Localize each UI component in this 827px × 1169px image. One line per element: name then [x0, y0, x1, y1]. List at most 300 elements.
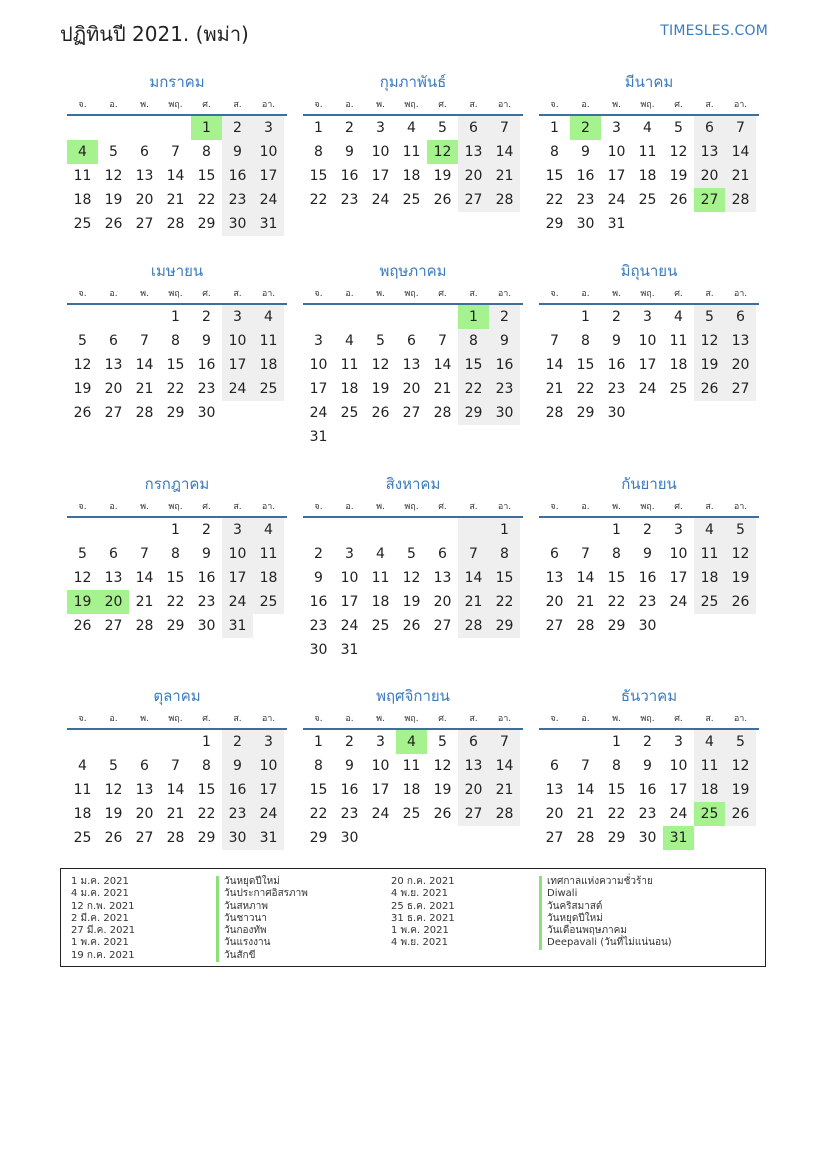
day-cell[interactable]: 2: [612, 309, 621, 325]
day-cell[interactable]: 26: [433, 192, 452, 208]
day-cell[interactable]: 8: [612, 546, 621, 562]
day-cell[interactable]: 27: [104, 405, 123, 421]
day-cell[interactable]: 30: [309, 642, 328, 658]
day-cell[interactable]: 4: [674, 309, 683, 325]
day-cell[interactable]: 25: [402, 192, 421, 208]
day-cell[interactable]: 7: [438, 333, 447, 349]
day-cell[interactable]: 28: [135, 618, 154, 634]
day-cell[interactable]: 21: [489, 164, 520, 188]
day-cell[interactable]: 21: [489, 778, 520, 802]
day-cell[interactable]: 5: [725, 730, 756, 754]
day-cell[interactable]: 31: [253, 212, 284, 236]
day-cell[interactable]: 16: [576, 168, 595, 184]
day-cell[interactable]: 19: [104, 806, 123, 822]
day-cell[interactable]: 9: [345, 758, 354, 774]
day-cell[interactable]: 8: [314, 144, 323, 160]
day-cell[interactable]: 7: [489, 730, 520, 754]
day-cell[interactable]: 9: [345, 144, 354, 160]
day-cell[interactable]: 27: [458, 188, 489, 212]
day-cell[interactable]: 25: [638, 192, 657, 208]
day-cell[interactable]: 13: [545, 570, 564, 586]
day-cell[interactable]: 21: [576, 806, 595, 822]
day-cell[interactable]: 13: [458, 140, 489, 164]
day-cell[interactable]: 27: [545, 618, 564, 634]
day-cell[interactable]: 6: [109, 333, 118, 349]
day-cell[interactable]: 10: [371, 144, 390, 160]
day-cell[interactable]: 12: [725, 754, 756, 778]
day-cell[interactable]: 22: [607, 806, 626, 822]
day-cell[interactable]: 26: [725, 802, 756, 826]
day-cell[interactable]: 14: [489, 140, 520, 164]
day-cell[interactable]: 12: [433, 758, 452, 774]
day-cell[interactable]: 13: [135, 168, 154, 184]
day-cell[interactable]: 2: [570, 116, 601, 140]
day-cell[interactable]: 24: [253, 802, 284, 826]
day-cell[interactable]: 18: [253, 353, 284, 377]
day-cell[interactable]: 9: [314, 570, 323, 586]
day-cell[interactable]: 24: [607, 192, 626, 208]
day-cell[interactable]: 7: [489, 116, 520, 140]
day-cell[interactable]: 20: [104, 381, 123, 397]
day-cell[interactable]: 31: [253, 826, 284, 850]
day-cell[interactable]: 27: [402, 405, 421, 421]
day-cell[interactable]: 22: [576, 381, 595, 397]
day-cell[interactable]: 21: [166, 806, 185, 822]
day-cell[interactable]: 20: [458, 778, 489, 802]
day-cell[interactable]: 15: [309, 168, 328, 184]
day-cell[interactable]: 31: [663, 826, 694, 850]
day-cell[interactable]: 4: [407, 120, 416, 136]
day-cell[interactable]: 8: [314, 758, 323, 774]
day-cell[interactable]: 16: [309, 594, 328, 610]
day-cell[interactable]: 16: [489, 353, 520, 377]
day-cell[interactable]: 3: [345, 546, 354, 562]
day-cell[interactable]: 31: [607, 216, 626, 232]
day-cell[interactable]: 2: [314, 546, 323, 562]
day-cell[interactable]: 11: [402, 144, 421, 160]
day-cell[interactable]: 24: [371, 806, 390, 822]
day-cell[interactable]: 14: [166, 782, 185, 798]
day-cell[interactable]: 26: [669, 192, 688, 208]
day-cell[interactable]: 19: [73, 381, 92, 397]
day-cell[interactable]: 6: [458, 730, 489, 754]
day-cell[interactable]: 7: [581, 546, 590, 562]
day-cell[interactable]: 5: [109, 758, 118, 774]
day-cell[interactable]: 25: [402, 806, 421, 822]
day-cell[interactable]: 28: [433, 405, 452, 421]
day-cell[interactable]: 22: [309, 192, 328, 208]
day-cell[interactable]: 5: [407, 546, 416, 562]
day-cell[interactable]: 14: [725, 140, 756, 164]
day-cell[interactable]: 26: [73, 405, 92, 421]
day-cell[interactable]: 1: [550, 120, 559, 136]
day-cell[interactable]: 17: [638, 357, 657, 373]
day-cell[interactable]: 8: [550, 144, 559, 160]
day-cell[interactable]: 4: [253, 305, 284, 329]
day-cell[interactable]: 1: [171, 522, 180, 538]
day-cell[interactable]: 15: [576, 357, 595, 373]
day-cell[interactable]: 15: [489, 566, 520, 590]
day-cell[interactable]: 19: [67, 590, 98, 614]
day-cell[interactable]: 14: [489, 754, 520, 778]
day-cell[interactable]: 5: [438, 120, 447, 136]
day-cell[interactable]: 6: [550, 546, 559, 562]
day-cell[interactable]: 20: [694, 164, 725, 188]
day-cell[interactable]: 28: [489, 802, 520, 826]
day-cell[interactable]: 13: [694, 140, 725, 164]
day-cell[interactable]: 5: [694, 305, 725, 329]
day-cell[interactable]: 10: [638, 333, 657, 349]
day-cell[interactable]: 4: [694, 730, 725, 754]
day-cell[interactable]: 4: [643, 120, 652, 136]
day-cell[interactable]: 17: [669, 782, 688, 798]
day-cell[interactable]: 21: [166, 192, 185, 208]
day-cell[interactable]: 2: [202, 309, 211, 325]
day-cell[interactable]: 7: [550, 333, 559, 349]
day-cell[interactable]: 25: [253, 590, 284, 614]
day-cell[interactable]: 10: [253, 140, 284, 164]
day-cell[interactable]: 24: [669, 594, 688, 610]
day-cell[interactable]: 9: [643, 758, 652, 774]
day-cell[interactable]: 6: [694, 116, 725, 140]
day-cell[interactable]: 3: [643, 309, 652, 325]
day-cell[interactable]: 11: [638, 144, 657, 160]
day-cell[interactable]: 16: [197, 570, 216, 586]
day-cell[interactable]: 24: [222, 377, 253, 401]
day-cell[interactable]: 23: [638, 594, 657, 610]
day-cell[interactable]: 29: [576, 405, 595, 421]
day-cell[interactable]: 7: [458, 542, 489, 566]
day-cell[interactable]: 16: [222, 164, 253, 188]
day-cell[interactable]: 26: [104, 830, 123, 846]
day-cell[interactable]: 8: [581, 333, 590, 349]
day-cell[interactable]: 20: [433, 594, 452, 610]
day-cell[interactable]: 12: [73, 570, 92, 586]
day-cell[interactable]: 19: [104, 192, 123, 208]
day-cell[interactable]: 28: [458, 614, 489, 638]
day-cell[interactable]: 14: [433, 357, 452, 373]
day-cell[interactable]: 16: [197, 357, 216, 373]
day-cell[interactable]: 26: [104, 216, 123, 232]
day-cell[interactable]: 30: [576, 216, 595, 232]
day-cell[interactable]: 15: [197, 168, 216, 184]
day-cell[interactable]: 17: [222, 566, 253, 590]
day-cell[interactable]: 2: [489, 305, 520, 329]
day-cell[interactable]: 23: [638, 806, 657, 822]
day-cell[interactable]: 29: [197, 216, 216, 232]
day-cell[interactable]: 27: [104, 618, 123, 634]
day-cell[interactable]: 21: [576, 594, 595, 610]
day-cell[interactable]: 30: [607, 405, 626, 421]
day-cell[interactable]: 1: [314, 734, 323, 750]
day-cell[interactable]: 17: [607, 168, 626, 184]
day-cell[interactable]: 1: [458, 305, 489, 329]
day-cell[interactable]: 14: [135, 570, 154, 586]
day-cell[interactable]: 22: [607, 594, 626, 610]
day-cell[interactable]: 22: [489, 590, 520, 614]
day-cell[interactable]: 10: [340, 570, 359, 586]
day-cell[interactable]: 4: [396, 730, 427, 754]
day-cell[interactable]: 30: [197, 405, 216, 421]
day-cell[interactable]: 10: [669, 758, 688, 774]
day-cell[interactable]: 20: [98, 590, 129, 614]
day-cell[interactable]: 13: [104, 357, 123, 373]
day-cell[interactable]: 13: [433, 570, 452, 586]
day-cell[interactable]: 15: [607, 782, 626, 798]
day-cell[interactable]: 28: [166, 830, 185, 846]
day-cell[interactable]: 30: [489, 401, 520, 425]
day-cell[interactable]: 6: [458, 116, 489, 140]
day-cell[interactable]: 28: [545, 405, 564, 421]
day-cell[interactable]: 23: [197, 381, 216, 397]
day-cell[interactable]: 14: [166, 168, 185, 184]
day-cell[interactable]: 11: [340, 357, 359, 373]
day-cell[interactable]: 30: [197, 618, 216, 634]
day-cell[interactable]: 23: [222, 802, 253, 826]
day-cell[interactable]: 5: [78, 546, 87, 562]
day-cell[interactable]: 20: [545, 806, 564, 822]
day-cell[interactable]: 8: [612, 758, 621, 774]
day-cell[interactable]: 11: [253, 329, 284, 353]
day-cell[interactable]: 11: [371, 570, 390, 586]
day-cell[interactable]: 26: [73, 618, 92, 634]
day-cell[interactable]: 22: [545, 192, 564, 208]
day-cell[interactable]: 17: [371, 168, 390, 184]
day-cell[interactable]: 11: [694, 754, 725, 778]
day-cell[interactable]: 27: [433, 618, 452, 634]
day-cell[interactable]: 11: [694, 542, 725, 566]
day-cell[interactable]: 23: [576, 192, 595, 208]
day-cell[interactable]: 1: [171, 309, 180, 325]
day-cell[interactable]: 3: [376, 120, 385, 136]
day-cell[interactable]: 8: [202, 758, 211, 774]
day-cell[interactable]: 5: [725, 518, 756, 542]
day-cell[interactable]: 11: [253, 542, 284, 566]
day-cell[interactable]: 23: [197, 594, 216, 610]
day-cell[interactable]: 24: [669, 806, 688, 822]
day-cell[interactable]: 7: [171, 144, 180, 160]
day-cell[interactable]: 27: [458, 802, 489, 826]
day-cell[interactable]: 4: [67, 140, 98, 164]
day-cell[interactable]: 17: [222, 353, 253, 377]
day-cell[interactable]: 27: [545, 830, 564, 846]
day-cell[interactable]: 15: [458, 353, 489, 377]
day-cell[interactable]: 10: [222, 542, 253, 566]
day-cell[interactable]: 30: [222, 826, 253, 850]
day-cell[interactable]: 26: [725, 590, 756, 614]
day-cell[interactable]: 17: [253, 164, 284, 188]
day-cell[interactable]: 1: [191, 116, 222, 140]
day-cell[interactable]: 4: [694, 518, 725, 542]
day-cell[interactable]: 14: [458, 566, 489, 590]
day-cell[interactable]: 27: [694, 188, 725, 212]
day-cell[interactable]: 9: [612, 333, 621, 349]
day-cell[interactable]: 16: [340, 168, 359, 184]
day-cell[interactable]: 24: [638, 381, 657, 397]
day-cell[interactable]: 23: [222, 188, 253, 212]
day-cell[interactable]: 25: [340, 405, 359, 421]
day-cell[interactable]: 9: [202, 333, 211, 349]
day-cell[interactable]: 15: [607, 570, 626, 586]
day-cell[interactable]: 3: [253, 730, 284, 754]
day-cell[interactable]: 8: [489, 542, 520, 566]
day-cell[interactable]: 10: [253, 754, 284, 778]
day-cell[interactable]: 24: [309, 405, 328, 421]
day-cell[interactable]: 12: [73, 357, 92, 373]
day-cell[interactable]: 3: [222, 305, 253, 329]
day-cell[interactable]: 17: [309, 381, 328, 397]
day-cell[interactable]: 5: [109, 144, 118, 160]
day-cell[interactable]: 6: [438, 546, 447, 562]
day-cell[interactable]: 11: [669, 333, 688, 349]
day-cell[interactable]: 18: [73, 806, 92, 822]
day-cell[interactable]: 25: [73, 830, 92, 846]
day-cell[interactable]: 19: [725, 566, 756, 590]
day-cell[interactable]: 5: [438, 734, 447, 750]
day-cell[interactable]: 14: [135, 357, 154, 373]
day-cell[interactable]: 20: [135, 806, 154, 822]
day-cell[interactable]: 16: [638, 782, 657, 798]
brand-link[interactable]: TIMESLES.COM: [660, 23, 768, 39]
day-cell[interactable]: 28: [725, 188, 756, 212]
day-cell[interactable]: 9: [202, 546, 211, 562]
day-cell[interactable]: 1: [612, 734, 621, 750]
day-cell[interactable]: 23: [340, 192, 359, 208]
day-cell[interactable]: 21: [433, 381, 452, 397]
day-cell[interactable]: 8: [458, 329, 489, 353]
day-cell[interactable]: 12: [402, 570, 421, 586]
day-cell[interactable]: 10: [309, 357, 328, 373]
day-cell[interactable]: 16: [638, 570, 657, 586]
day-cell[interactable]: 12: [725, 542, 756, 566]
day-cell[interactable]: 24: [222, 590, 253, 614]
day-cell[interactable]: 18: [340, 381, 359, 397]
day-cell[interactable]: 10: [371, 758, 390, 774]
day-cell[interactable]: 3: [314, 333, 323, 349]
day-cell[interactable]: 12: [427, 140, 458, 164]
day-cell[interactable]: 18: [694, 778, 725, 802]
day-cell[interactable]: 12: [104, 168, 123, 184]
day-cell[interactable]: 20: [725, 353, 756, 377]
day-cell[interactable]: 23: [340, 806, 359, 822]
day-cell[interactable]: 6: [407, 333, 416, 349]
day-cell[interactable]: 15: [166, 357, 185, 373]
day-cell[interactable]: 23: [489, 377, 520, 401]
day-cell[interactable]: 7: [140, 333, 149, 349]
day-cell[interactable]: 13: [545, 782, 564, 798]
day-cell[interactable]: 24: [253, 188, 284, 212]
day-cell[interactable]: 8: [202, 144, 211, 160]
day-cell[interactable]: 19: [371, 381, 390, 397]
day-cell[interactable]: 15: [309, 782, 328, 798]
day-cell[interactable]: 2: [643, 522, 652, 538]
day-cell[interactable]: 7: [171, 758, 180, 774]
day-cell[interactable]: 29: [489, 614, 520, 638]
day-cell[interactable]: 31: [309, 429, 328, 445]
day-cell[interactable]: 7: [140, 546, 149, 562]
day-cell[interactable]: 9: [489, 329, 520, 353]
day-cell[interactable]: 28: [576, 618, 595, 634]
day-cell[interactable]: 29: [197, 830, 216, 846]
day-cell[interactable]: 20: [402, 381, 421, 397]
day-cell[interactable]: 15: [545, 168, 564, 184]
day-cell[interactable]: 26: [371, 405, 390, 421]
day-cell[interactable]: 15: [166, 570, 185, 586]
day-cell[interactable]: 30: [340, 830, 359, 846]
day-cell[interactable]: 27: [135, 830, 154, 846]
day-cell[interactable]: 22: [166, 594, 185, 610]
day-cell[interactable]: 26: [402, 618, 421, 634]
day-cell[interactable]: 22: [166, 381, 185, 397]
day-cell[interactable]: 25: [253, 377, 284, 401]
day-cell[interactable]: 29: [607, 618, 626, 634]
day-cell[interactable]: 17: [340, 594, 359, 610]
day-cell[interactable]: 23: [607, 381, 626, 397]
day-cell[interactable]: 30: [638, 618, 657, 634]
day-cell[interactable]: 25: [73, 216, 92, 232]
day-cell[interactable]: 16: [607, 357, 626, 373]
day-cell[interactable]: 4: [253, 518, 284, 542]
day-cell[interactable]: 12: [694, 329, 725, 353]
day-cell[interactable]: 19: [433, 782, 452, 798]
day-cell[interactable]: 15: [197, 782, 216, 798]
day-cell[interactable]: 10: [607, 144, 626, 160]
day-cell[interactable]: 22: [458, 377, 489, 401]
day-cell[interactable]: 23: [309, 618, 328, 634]
day-cell[interactable]: 8: [171, 546, 180, 562]
day-cell[interactable]: 20: [458, 164, 489, 188]
day-cell[interactable]: 28: [135, 405, 154, 421]
day-cell[interactable]: 19: [669, 168, 688, 184]
day-cell[interactable]: 18: [371, 594, 390, 610]
day-cell[interactable]: 2: [202, 522, 211, 538]
day-cell[interactable]: 13: [402, 357, 421, 373]
day-cell[interactable]: 18: [694, 566, 725, 590]
day-cell[interactable]: 24: [371, 192, 390, 208]
day-cell[interactable]: 22: [309, 806, 328, 822]
day-cell[interactable]: 22: [197, 192, 216, 208]
day-cell[interactable]: 10: [222, 329, 253, 353]
day-cell[interactable]: 20: [545, 594, 564, 610]
day-cell[interactable]: 14: [576, 570, 595, 586]
day-cell[interactable]: 6: [725, 305, 756, 329]
day-cell[interactable]: 6: [109, 546, 118, 562]
day-cell[interactable]: 21: [135, 594, 154, 610]
day-cell[interactable]: 1: [489, 518, 520, 542]
day-cell[interactable]: 21: [458, 590, 489, 614]
day-cell[interactable]: 2: [643, 734, 652, 750]
day-cell[interactable]: 3: [674, 522, 683, 538]
day-cell[interactable]: 13: [104, 570, 123, 586]
day-cell[interactable]: 3: [376, 734, 385, 750]
day-cell[interactable]: 12: [669, 144, 688, 160]
day-cell[interactable]: 13: [135, 782, 154, 798]
day-cell[interactable]: 31: [340, 642, 359, 658]
day-cell[interactable]: 16: [340, 782, 359, 798]
day-cell[interactable]: 6: [140, 758, 149, 774]
day-cell[interactable]: 5: [78, 333, 87, 349]
day-cell[interactable]: 18: [669, 357, 688, 373]
day-cell[interactable]: 18: [73, 192, 92, 208]
day-cell[interactable]: 9: [222, 754, 253, 778]
day-cell[interactable]: 3: [253, 116, 284, 140]
day-cell[interactable]: 9: [222, 140, 253, 164]
day-cell[interactable]: 19: [402, 594, 421, 610]
day-cell[interactable]: 1: [581, 309, 590, 325]
day-cell[interactable]: 25: [669, 381, 688, 397]
day-cell[interactable]: 29: [607, 830, 626, 846]
day-cell[interactable]: 30: [638, 830, 657, 846]
